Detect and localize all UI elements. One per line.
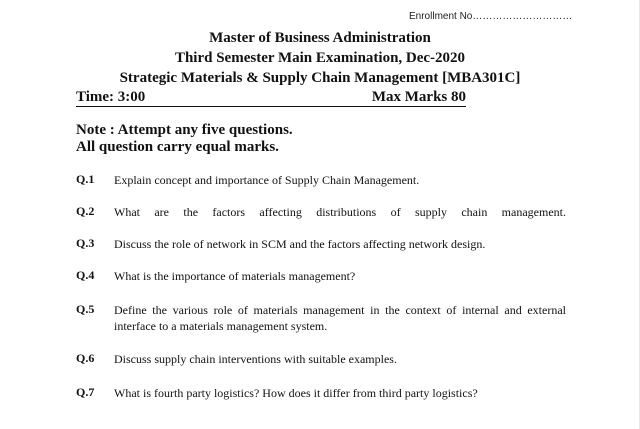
instructions-note xyxy=(76,122,293,156)
question-text: What is the importance of materials management? xyxy=(114,269,356,283)
subject-title: Strategic Materials & Supply Chain Management [MBA301C] xyxy=(119,70,521,86)
time-label: Time: 3:00 xyxy=(76,89,146,105)
question-number: Q.3 xyxy=(76,236,95,250)
question-text: Discuss supply chain interventions with suitable examples. xyxy=(114,352,397,366)
max-marks-label: Max Marks 80 xyxy=(371,89,466,105)
exam-title: Third Semester Main Examination, Dec-2020 xyxy=(174,50,466,66)
note-line-1: Note : Attempt any five questions. xyxy=(76,122,293,138)
question-number: Q.1 xyxy=(76,172,95,186)
degree-title: Master of Business Administration xyxy=(209,30,431,46)
note-line-2: All question carry equal marks. xyxy=(76,139,279,155)
question-number: Q.6 xyxy=(76,351,95,365)
question-number: Q.2 xyxy=(76,204,95,218)
paper-header xyxy=(0,28,640,88)
question-number: Q.5 xyxy=(76,302,95,316)
exam-meta xyxy=(76,88,466,107)
question-text: Define the various role of materials management in the context of internal and external interface to a materials management system. xyxy=(114,303,566,333)
question-number: Q.7 xyxy=(76,385,95,399)
question-number: Q.4 xyxy=(76,268,95,282)
question-text: What are the factors affecting distributions of supply chain management. xyxy=(114,205,566,219)
question-text: Explain concept and importance of Supply Chain Management. xyxy=(114,173,420,187)
question-text: Discuss the role of network in SCM and the factors affecting network design. xyxy=(114,237,486,251)
question-text: What is fourth party logistics? How does it differ from third party logistics? xyxy=(114,386,478,400)
enrollment-number-field: Enrollment No………………………… xyxy=(409,11,573,22)
